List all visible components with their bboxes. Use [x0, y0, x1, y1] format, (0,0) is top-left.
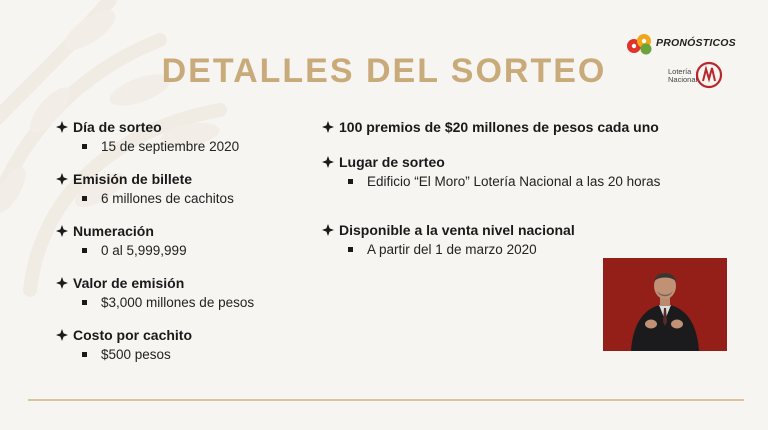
left-column — [56, 118, 316, 378]
square-bullet-icon — [348, 179, 353, 184]
pronosticos-logo — [626, 32, 736, 56]
item-detail: 15 de septiembre 2020 — [73, 138, 316, 155]
slide-title: DETALLES DEL SORTEO — [161, 52, 607, 90]
item-detail: $3,000 millones de pesos — [73, 294, 316, 311]
diamond-bullet-icon — [56, 277, 68, 289]
square-bullet-icon — [348, 247, 353, 252]
list-item — [56, 118, 316, 170]
item-detail: 0 al 5,999,999 — [73, 242, 316, 259]
diamond-bullet-icon — [56, 225, 68, 237]
square-bullet-icon — [82, 196, 87, 201]
item-detail: A partir del 1 de marzo 2020 — [339, 241, 742, 258]
square-bullet-icon — [82, 352, 87, 357]
list-item — [56, 274, 316, 326]
list-item — [322, 221, 742, 261]
item-heading: Disponible a la venta nivel nacional — [339, 222, 575, 238]
item-detail: Edificio “El Moro” Lotería Nacional a las 20 horas — [339, 173, 697, 190]
list-item — [56, 326, 316, 378]
item-detail: $500 pesos — [73, 346, 316, 363]
interpreter-figure — [603, 258, 727, 351]
item-heading: Emisión de billete — [73, 171, 193, 187]
diamond-bullet-icon — [322, 121, 334, 133]
diamond-bullet-icon — [322, 156, 334, 168]
item-heading: Lugar de sorteo — [339, 154, 445, 170]
diamond-bullet-icon — [56, 173, 68, 185]
item-heading: Numeración — [73, 223, 154, 239]
square-bullet-icon — [82, 248, 87, 253]
loteria-nacional-logo — [668, 60, 728, 90]
item-heading: Valor de emisión — [73, 275, 185, 291]
interpreter-video — [603, 258, 727, 351]
diamond-bullet-icon — [322, 224, 334, 236]
item-heading: Costo por cachito — [73, 327, 193, 343]
item-heading: 100 premios de $20 millones de pesos cada uno — [339, 119, 659, 135]
item-heading: Día de sorteo — [73, 119, 162, 135]
list-item — [322, 153, 742, 221]
list-item — [56, 222, 316, 274]
loteria-seal-icon — [694, 60, 724, 90]
pronosticos-balls-icon — [626, 32, 654, 56]
square-bullet-icon — [82, 300, 87, 305]
right-column — [322, 118, 742, 261]
list-item — [322, 118, 742, 153]
list-item — [56, 170, 316, 222]
pronosticos-logo-text: PRONÓSTICOS — [656, 37, 736, 49]
square-bullet-icon — [82, 144, 87, 149]
item-detail: 6 millones de cachitos — [73, 190, 316, 207]
diamond-bullet-icon — [56, 329, 68, 341]
loteria-logo-text: Lotería Nacional — [668, 67, 698, 84]
diamond-bullet-icon — [56, 121, 68, 133]
footer-divider — [28, 399, 744, 401]
